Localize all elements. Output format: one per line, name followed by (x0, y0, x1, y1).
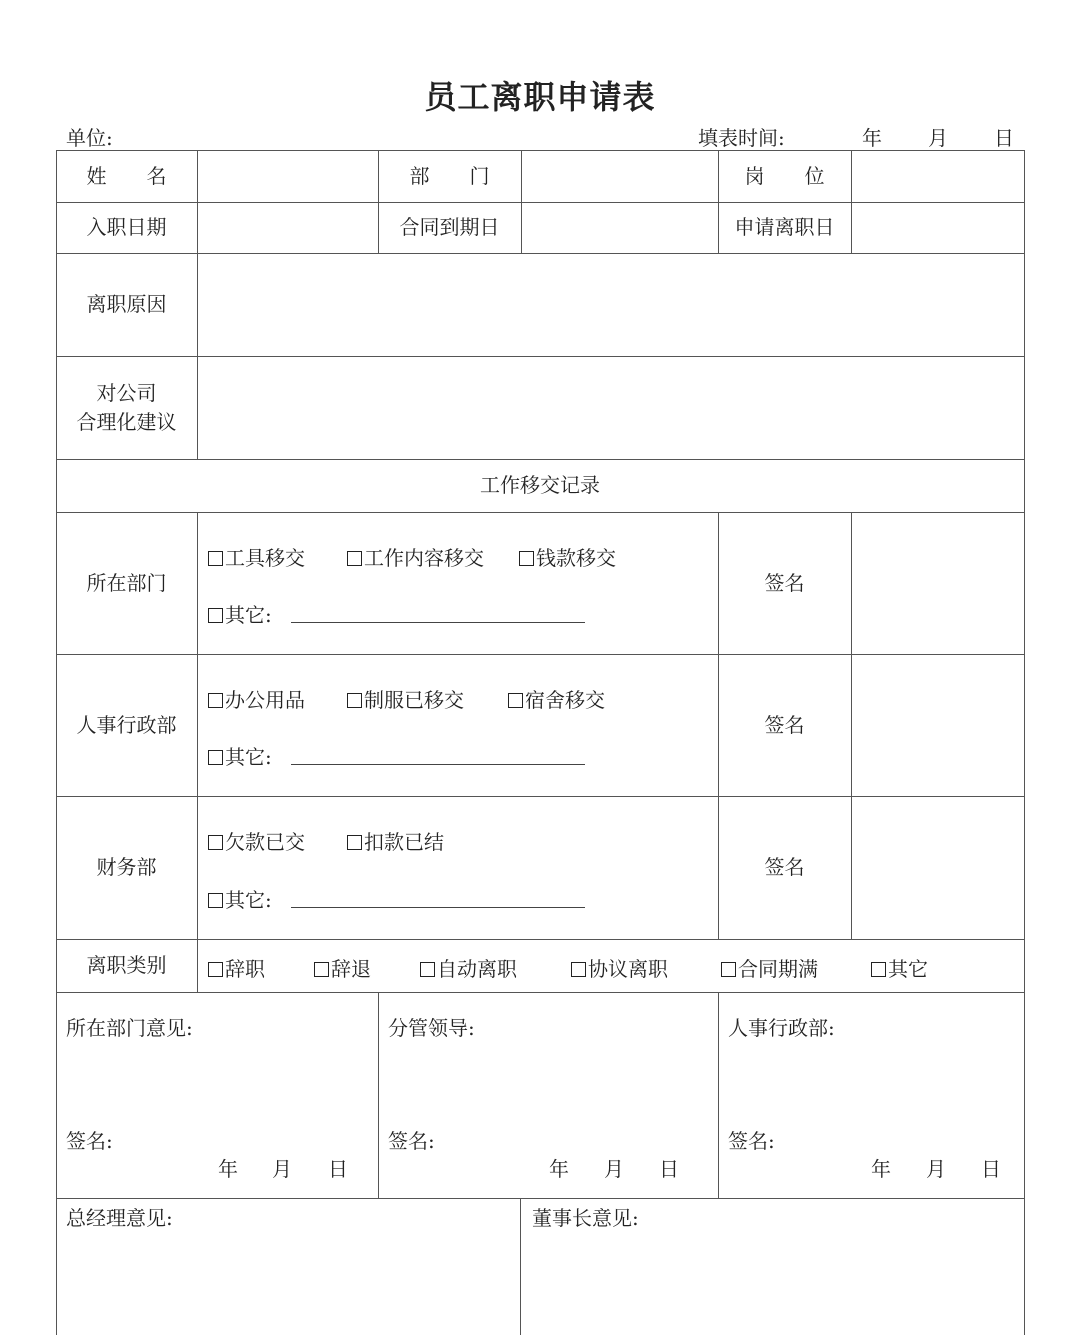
option-label: 其它: (225, 603, 272, 627)
leader-opinion-year: 年 (549, 1157, 569, 1181)
apply-date-field[interactable] (851, 202, 1024, 253)
option-label: 欠款已交 (225, 830, 305, 854)
dept-sign-field[interactable] (851, 512, 1024, 654)
advice-field[interactable] (197, 356, 1024, 459)
option-label: 辞职 (225, 957, 265, 981)
checkbox-other-dept[interactable] (208, 599, 272, 628)
hr-opinion-day: 日 (981, 1157, 1001, 1181)
checkbox-icon (208, 693, 223, 708)
dept-opinion-label: 所在部门意见: (66, 1016, 193, 1040)
option-label: 合同期满 (738, 957, 818, 981)
checkbox-icon (208, 893, 223, 908)
checkbox-other-finance[interactable] (208, 884, 272, 913)
checkbox-money-handover[interactable] (519, 542, 616, 571)
fill-time-month: 月 (928, 126, 948, 150)
hr-sign-field[interactable] (851, 654, 1024, 796)
checkbox-office-supplies[interactable] (208, 684, 305, 713)
department-field[interactable] (521, 150, 718, 202)
position-field[interactable] (851, 150, 1024, 202)
leader-opinion-label: 分管领导: (388, 1016, 475, 1040)
option-label: 辞退 (331, 957, 371, 981)
leader-opinion-month: 月 (604, 1157, 624, 1181)
other-finance-blank[interactable] (291, 907, 585, 908)
checkbox-dorm[interactable] (508, 684, 605, 713)
checkbox-icon (721, 962, 736, 977)
option-label: 扣款已结 (364, 830, 444, 854)
resignation-form-table (56, 150, 1025, 1335)
advice-label (56, 356, 197, 459)
apply-date-label: 申请离职日 (734, 215, 835, 239)
department-label: 部 门 (409, 163, 490, 188)
dept-opinion-sign: 签名: (66, 1129, 113, 1153)
fill-time-year: 年 (862, 126, 882, 150)
fill-time-day: 日 (994, 126, 1014, 150)
option-label: 自动离职 (437, 957, 517, 981)
checkbox-category-other[interactable] (871, 953, 928, 982)
reason-label: 离职原因 (86, 292, 167, 316)
position-label: 岗 位 (744, 163, 825, 188)
form-title: 员工离职申请表 (424, 78, 656, 116)
checkbox-self-leave[interactable] (420, 953, 517, 982)
option-label: 其它 (888, 957, 928, 981)
option-label: 工具移交 (225, 546, 305, 570)
checkbox-tool-handover[interactable] (208, 542, 305, 571)
finance-sign-field[interactable] (851, 796, 1024, 939)
other-hr-blank[interactable] (291, 764, 585, 765)
checkbox-icon (508, 693, 523, 708)
reason-field[interactable] (197, 253, 1024, 356)
hr-opinion-sign: 签名: (728, 1129, 775, 1153)
checkbox-icon (208, 551, 223, 566)
entry-date-field[interactable] (197, 202, 378, 253)
dept-sign-label: 签名 (764, 570, 805, 595)
entry-date-label: 入职日期 (86, 215, 167, 239)
checkbox-uniform[interactable] (347, 684, 464, 713)
checkbox-dismissed[interactable] (314, 953, 371, 982)
checkbox-icon (519, 551, 534, 566)
option-label: 办公用品 (225, 688, 305, 712)
checkbox-other-hr[interactable] (208, 741, 272, 770)
hr-opinion-label: 人事行政部: (728, 1016, 835, 1040)
option-label: 其它: (225, 745, 272, 769)
handover-finance-label: 财务部 (96, 855, 157, 879)
handover-dept-label: 所在部门 (86, 570, 167, 595)
checkbox-icon (208, 835, 223, 850)
contract-end-field[interactable] (521, 202, 718, 253)
option-label: 制服已移交 (364, 688, 464, 712)
checkbox-icon (871, 962, 886, 977)
other-dept-blank[interactable] (291, 622, 585, 623)
handover-hr-label: 人事行政部 (76, 712, 177, 737)
finance-sign-label: 签名 (764, 855, 805, 879)
hr-opinion-month: 月 (926, 1157, 946, 1181)
leader-opinion-day: 日 (659, 1157, 679, 1181)
checkbox-resign[interactable] (208, 953, 265, 982)
checkbox-icon (347, 693, 362, 708)
checkbox-icon (208, 608, 223, 623)
checkbox-icon (208, 962, 223, 977)
checkbox-icon (571, 962, 586, 977)
option-label: 其它: (225, 888, 272, 912)
name-label: 姓 名 (86, 163, 167, 188)
checkbox-icon (314, 962, 329, 977)
checkbox-agreement[interactable] (571, 953, 668, 982)
checkbox-deduction-settled[interactable] (347, 826, 444, 855)
handover-header: 工作移交记录 (480, 473, 600, 497)
dept-opinion-month: 月 (272, 1157, 292, 1181)
checkbox-icon (347, 551, 362, 566)
checkbox-contract-expired[interactable] (721, 953, 818, 982)
leader-opinion-sign: 签名: (388, 1129, 435, 1153)
hr-opinion-year: 年 (871, 1157, 891, 1181)
checkbox-debt-paid[interactable] (208, 826, 305, 855)
gm-opinion-label: 总经理意见: (66, 1206, 173, 1230)
checkbox-work-handover[interactable] (347, 542, 484, 571)
checkbox-icon (347, 835, 362, 850)
name-field[interactable] (197, 150, 378, 202)
advice-label-line1: 对公司 (96, 380, 157, 405)
dept-opinion-year: 年 (218, 1157, 238, 1181)
chairman-opinion-label: 董事长意见: (532, 1206, 639, 1230)
option-label: 钱款移交 (536, 546, 616, 570)
dept-opinion-day: 日 (328, 1157, 348, 1181)
option-label: 工作内容移交 (364, 546, 484, 570)
fill-time-label: 填表时间: (698, 126, 785, 150)
contract-end-label: 合同到期日 (399, 215, 500, 239)
option-label: 协议离职 (588, 957, 668, 981)
option-label: 宿舍移交 (525, 688, 605, 712)
checkbox-icon (420, 962, 435, 977)
category-label: 离职类别 (86, 953, 167, 977)
advice-label-line2: 合理化建议 (76, 409, 177, 434)
unit-label: 单位: (66, 126, 113, 150)
checkbox-icon (208, 750, 223, 765)
hr-sign-label: 签名 (764, 712, 805, 737)
